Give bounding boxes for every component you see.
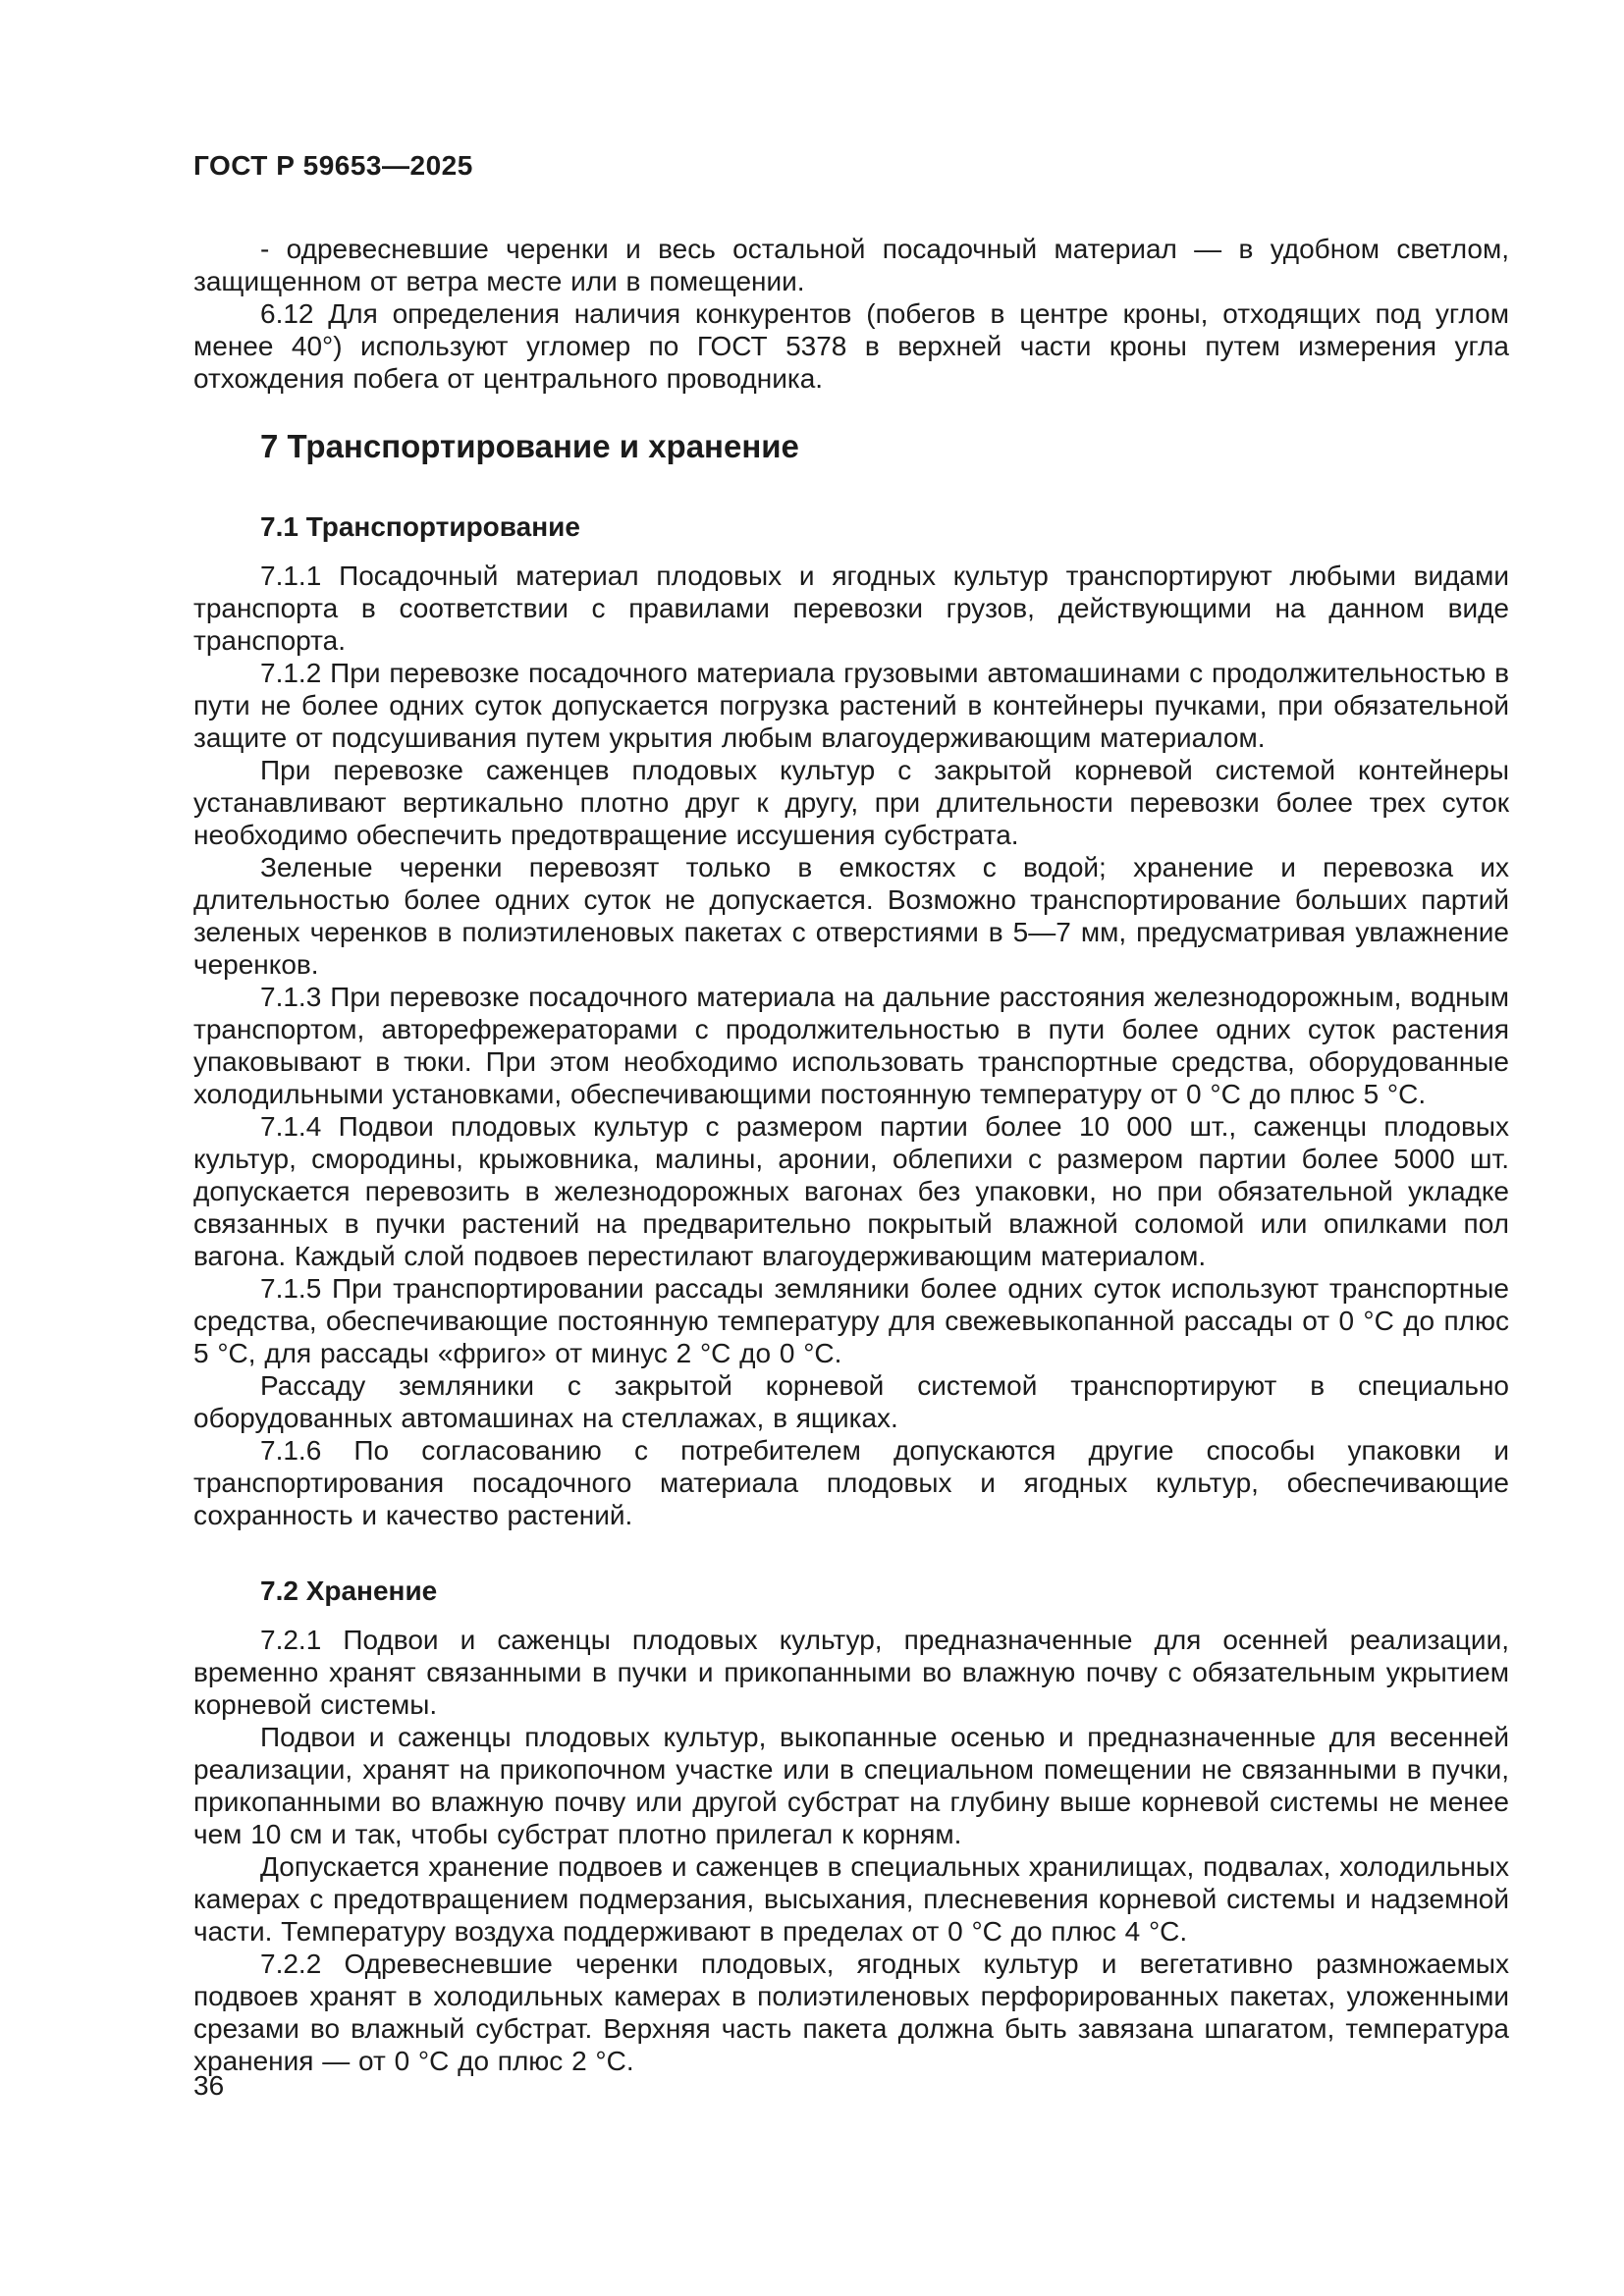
paragraph: Допускается хранение подвоев и саженцев в специальных хранилищах, подвалах, холодильных камерах с предотвращением подмерзания, высыхания, плесневения корневой системы и надземной части. Температуру воздуха поддерживают в пределах от 0 °С до плюс 4 °С.	[193, 1851, 1509, 1947]
paragraph: 7.1.3 При перевозке посадочного материала на дальние расстояния железнодорожным, водным транспортом, авторефрежераторами с продолжительностью в пути более одних суток растения упаковывают в тюки. При этом необходимо использовать транспортные средства, оборудованные холодильными установками, обеспечивающими постоянную температуру от 0 °С до плюс 5 °С.	[193, 982, 1509, 1109]
paragraph: 7.1.4 Подвои плодовых культур с размером партии более 10 000 шт., саженцы плодовых культур, смородины, крыжовника, малины, аронии, облепихи с размером партии более 5000 шт. допускается перевозить в железнодорожных вагонах без упаковки, но при обязательной укладке связанных в пучки растений на предварительно покрытый влажной соломой или опилками пол вагона. Каждый слой подвоев перестилают влагоудерживающим материалом.	[193, 1111, 1509, 1271]
subsection-heading: 7.2 Хранение	[260, 1575, 438, 1606]
paragraph: Подвои и саженцы плодовых культур, выкопанные осенью и предназначенные для весенней реализации, хранят на прикопочном участке или в специальном помещении не связанными в пучки, прикопанными во влажную почву или другой субстрат на глубину выше корневой системы не менее чем 10 см и так, чтобы субстрат плотно прилегал к корням.	[193, 1722, 1509, 1849]
paragraph: Зеленые черенки перевозят только в емкостях с водой; хранение и перевозка их длительностью более одних суток не допускается. Возможно транспортирование больших партий зеленых черенков в полиэтиленовых пакетах с отверстиями в 5—7 мм, предусматривая увлажнение черенков.	[193, 852, 1509, 980]
paragraph: 7.1.2 При перевозке посадочного материала грузовыми автомашинами с продолжительностью в пути не более одних суток допускается погрузка растений в контейнеры пучками, при обязательной защите от подсушивания путем укрытия любым влагоудерживающим материалом.	[193, 658, 1509, 753]
section-heading: 7 Транспортирование и хранение	[260, 428, 799, 464]
paragraph: 7.2.1 Подвои и саженцы плодовых культур, предназначенные для осенней реализации, временно хранят связанными в пучки и прикопанными во влажную почву с обязательным укрытием корневой системы.	[193, 1625, 1509, 1720]
paragraph: При перевозке саженцев плодовых культур с закрытой корневой системой контейнеры устанавливают вертикально плотно друг к другу, при длительности перевозки более трех суток необходимо обеспечить предотвращение иссушения субстрата.	[193, 755, 1509, 850]
paragraph: 6.12 Для определения наличия конкурентов (побегов в центре кроны, отходящих под углом менее 40°) используют угломер по ГОСТ 5378 в верхней части кроны путем измерения угла отхождения побега от центрального проводника.	[193, 298, 1509, 394]
paragraph: - одревесневшие черенки и весь остальной посадочный материал — в удобном светлом, защищенном от ветра месте или в помещении.	[193, 234, 1509, 296]
standard-code-header: ГОСТ Р 59653—2025	[193, 150, 473, 181]
paragraph: 7.1.6 По согласованию с потребителем допускаются другие способы упаковки и транспортирования посадочного материала плодовых и ягодных культур, обеспечивающие сохранность и качество растений.	[193, 1435, 1509, 1530]
paragraph: 7.1.1 Посадочный материал плодовых и ягодных культур транспортируют любыми видами транспорта в соответствии с правилами перевозки грузов, действующими на данном виде транспорта.	[193, 561, 1509, 656]
paragraph: 7.1.5 При транспортировании рассады земляники более одних суток используют транспортные средства, обеспечивающие постоянную температуру для свежевыкопанной рассады от 0 °С до плюс 5 °С, для рассады «фриго» от минус 2 °С до 0 °С.	[193, 1273, 1509, 1368]
paragraph: 7.2.2 Одревесневшие черенки плодовых, ягодных культур и вегетативно размножаемых подвоев хранят в холодильных камерах в полиэтиленовых перфорированных пакетах, уложенными срезами во влажный субстрат. Верхняя часть пакета должна быть завязана шпагатом, температура хранения — от 0 °С до плюс 2 °С.	[193, 1949, 1509, 2076]
document-body	[193, 233, 1509, 2077]
page-number: 36	[193, 2070, 225, 2101]
paragraph: Рассаду земляники с закрытой корневой системой транспортируют в специально оборудованных автомашинах на стеллажах, в ящиках.	[193, 1370, 1509, 1433]
subsection-heading: 7.1 Транспортирование	[260, 511, 580, 542]
